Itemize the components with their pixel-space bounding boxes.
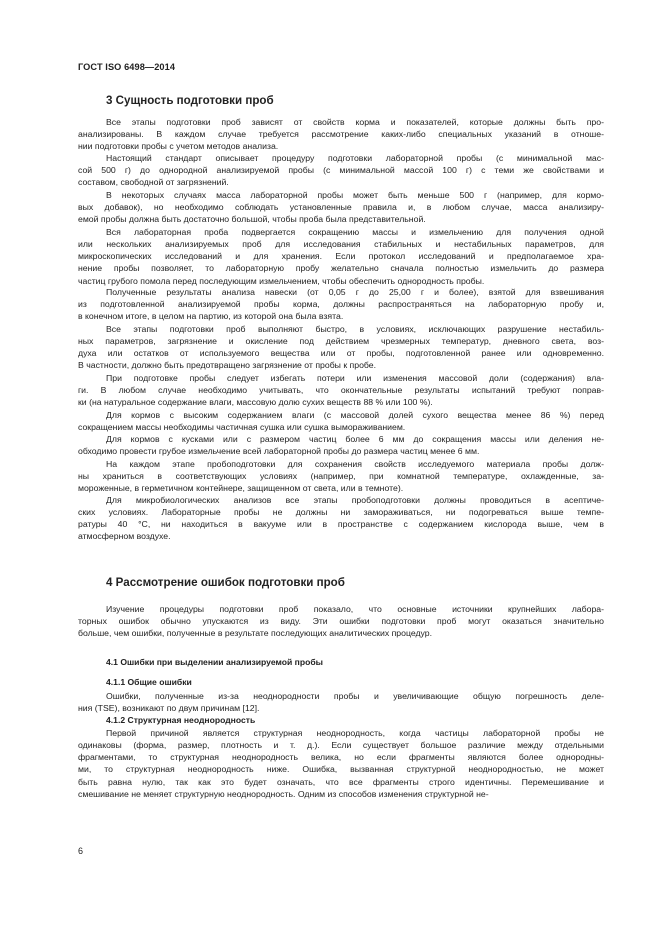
s3-paragraph-2 — [78, 152, 604, 188]
text-line: атмосферном воздухе. — [78, 531, 171, 542]
text-line: В некоторых случаях масса лабораторной пробы может быть меньше 500 г (например, для кормо- — [106, 190, 604, 200]
s3-paragraph-8 — [78, 409, 604, 433]
text-line: частиц грубого помола перед последующим измельчением, чтобы обеспечить однородность пробы. — [78, 275, 485, 286]
text-line: Полученные результаты анализа навески (от 0,05 г до 25,00 г и более), взятой для взвешивания — [106, 287, 604, 297]
text-line: фрагментами, то структурная неоднородность велика, но если фрагменты являются более однородны- — [78, 752, 604, 763]
s412-paragraph — [78, 727, 604, 800]
text-line: Первой причиной является структурная неоднородность, когда частицы лабораторной пробы не — [106, 728, 604, 738]
text-line: смешивание не меняет структурную неоднородность. Одним из способов изменения структурной не- — [78, 788, 489, 799]
text-line: сой 500 г) до однородной анализируемой пробы (с минимальной массой 100 г) с теми же свойствами и — [78, 165, 604, 176]
s411-paragraph — [78, 690, 604, 714]
text-line: В частности, должно быть предотвращено загрязнение от пробы к пробе. — [78, 360, 377, 371]
subsection-4-1-1-heading: 4.1.1 Общие ошибки — [106, 677, 192, 687]
text-line: ных параметров, загрязнение и окисление под действием чрезмерных температур, дневного света, воз- — [78, 336, 604, 347]
text-line: микроскопических исследований и для хранения. Если протокол исследований и предполагаемое хра- — [78, 251, 604, 262]
section-3-heading: 3 Сущность подготовки проб — [106, 94, 274, 107]
text-line: Все этапы подготовки проб выполняют быстро, в условиях, исключающих разрушение нестабиль- — [106, 324, 604, 334]
standard-header: ГОСТ ISO 6498—2014 — [78, 62, 176, 72]
text-line: вых добавок), но необходимо соблюдать установленные правила и, в любом случае, масса анализиру- — [78, 202, 604, 213]
subsection-4-1-2-heading: 4.1.2 Структурная неоднородность — [106, 715, 256, 725]
text-line: Для микробиологических анализов все этапы пробоподготовки должны проводиться в асептиче- — [106, 495, 604, 505]
text-line: Ошибки, полученные из-за неоднородности пробы и увеличивающие общую погрешность деле- — [106, 691, 604, 701]
text-line: мороженные, в герметичном контейнере, защищенном от света, или в темноте). — [78, 483, 404, 494]
text-line: из подготовленной анализируемой пробы корма, должны распространяться на лабораторную пробу и, — [78, 299, 604, 310]
text-line: обходимо провести грубое измельчение всей лабораторной пробы до размера частиц менее 6 мм. — [78, 446, 480, 457]
text-line: нии подготовки пробы с учетом методов анализа. — [78, 141, 279, 152]
subsection-4-1-heading: 4.1 Ошибки при выделении анализируемой пробы — [106, 657, 323, 667]
page-number: 6 — [78, 846, 84, 856]
text-line: Настоящий стандарт описывает процедуру подготовки лабораторной пробы (с минимальной мас- — [106, 153, 604, 163]
text-line: ки (на натуральное содержание влаги, массовую долю сухих веществ 88 % или 100 %). — [78, 397, 433, 408]
text-line: составом, свободной от загрязнений. — [78, 177, 229, 188]
text-line: духа или остатков от используемого вещества или от пробы, подготовленной ранее или одновременно. — [78, 348, 604, 359]
text-line: Вся лабораторная проба подвергается сокращению массы и измельчению для получения одной — [106, 227, 604, 237]
s3-paragraph-6 — [78, 323, 604, 372]
s4-paragraph-1 — [78, 603, 604, 639]
s3-paragraph-5 — [78, 286, 604, 322]
text-line: ратуры 40 °С, ни находиться в вакууме или в пространстве с содержанием кислорода выше, чем в — [78, 519, 604, 530]
text-line: больше, чем ошибки, полученные в результате последующих аналитических процедур. — [78, 628, 433, 639]
text-line: ми, то структурная неоднородность ниже. Ошибка, вызванная структурной неоднородностью, не может — [78, 764, 604, 775]
text-line: Для кормов с кусками или с размером частиц более 6 мм до сокращения массы или деления не- — [106, 434, 604, 444]
text-line: Изучение процедуры подготовки проб показало, что основные источники крупнейших лабора- — [106, 604, 604, 614]
text-line: Для кормов с высоким содержанием влаги (с массовой долей сухого вещества менее 86 %) перед — [106, 410, 604, 420]
s3-paragraph-9 — [78, 433, 604, 457]
s3-paragraph-11 — [78, 494, 604, 543]
text-line: ны храниться в соответствующих условиях (например, при комнатной температуре, охлажденные, за- — [78, 471, 604, 482]
text-line: емой пробы должна быть достаточно большой, чтобы проба была представительной. — [78, 214, 426, 225]
text-line: ских условиях. Лабораторные пробы не должны ни замораживаться, ни подогреваться выше темпе- — [78, 507, 604, 518]
text-line: ги. В любом случае необходимо учитывать, что окончательные результаты испытаний требуют поправ- — [78, 385, 604, 396]
text-line: ния (TSE), возникают по двум причинам [12]. — [78, 703, 260, 714]
text-line: торных ошибок обычно упускаются из виду. Эти ошибки подготовки проб могут оказаться значительно — [78, 616, 604, 627]
text-line: или нескольких анализируемых проб для исследования стабильных и нестабильных параметров, для — [78, 239, 604, 250]
text-line: быть равна нулю, так как это будет означать, что все фрагменты строго идентичны. Перемешивание и — [78, 776, 604, 787]
text-line: сокращением массы необходимы частичная сушка или сушка вымораживанием. — [78, 422, 406, 433]
section-4-heading: 4 Рассмотрение ошибок подготовки проб — [106, 576, 345, 589]
s3-paragraph-4 — [78, 226, 604, 287]
text-line: Все этапы подготовки проб зависят от свойств корма и показателей, которые должны быть про- — [106, 117, 604, 127]
s3-paragraph-1 — [78, 116, 604, 152]
text-line: в конечном итоге, в целом на партию, из которой она была взята. — [78, 311, 344, 322]
text-line: одинаковы (форма, размер, плотность и т. д.). Если существует большое различие между отдельными — [78, 740, 604, 751]
s3-paragraph-7 — [78, 372, 604, 408]
text-line: При подготовке пробы следует избегать потери или изменения массовой доли (содержания) вла- — [106, 373, 604, 383]
text-line: анализированы. В каждом случае требуется рассмотрение каких-либо специальных указаний в отноше- — [78, 129, 604, 140]
text-line: нение пробы позволяет, то лабораторную пробу желательно сначала полностью измельчить до размера — [78, 263, 604, 274]
text-line: На каждом этапе пробоподготовки для сохранения свойств исследуемого материала пробы долж- — [106, 459, 604, 469]
s3-paragraph-3 — [78, 189, 604, 225]
s3-paragraph-10 — [78, 458, 604, 494]
